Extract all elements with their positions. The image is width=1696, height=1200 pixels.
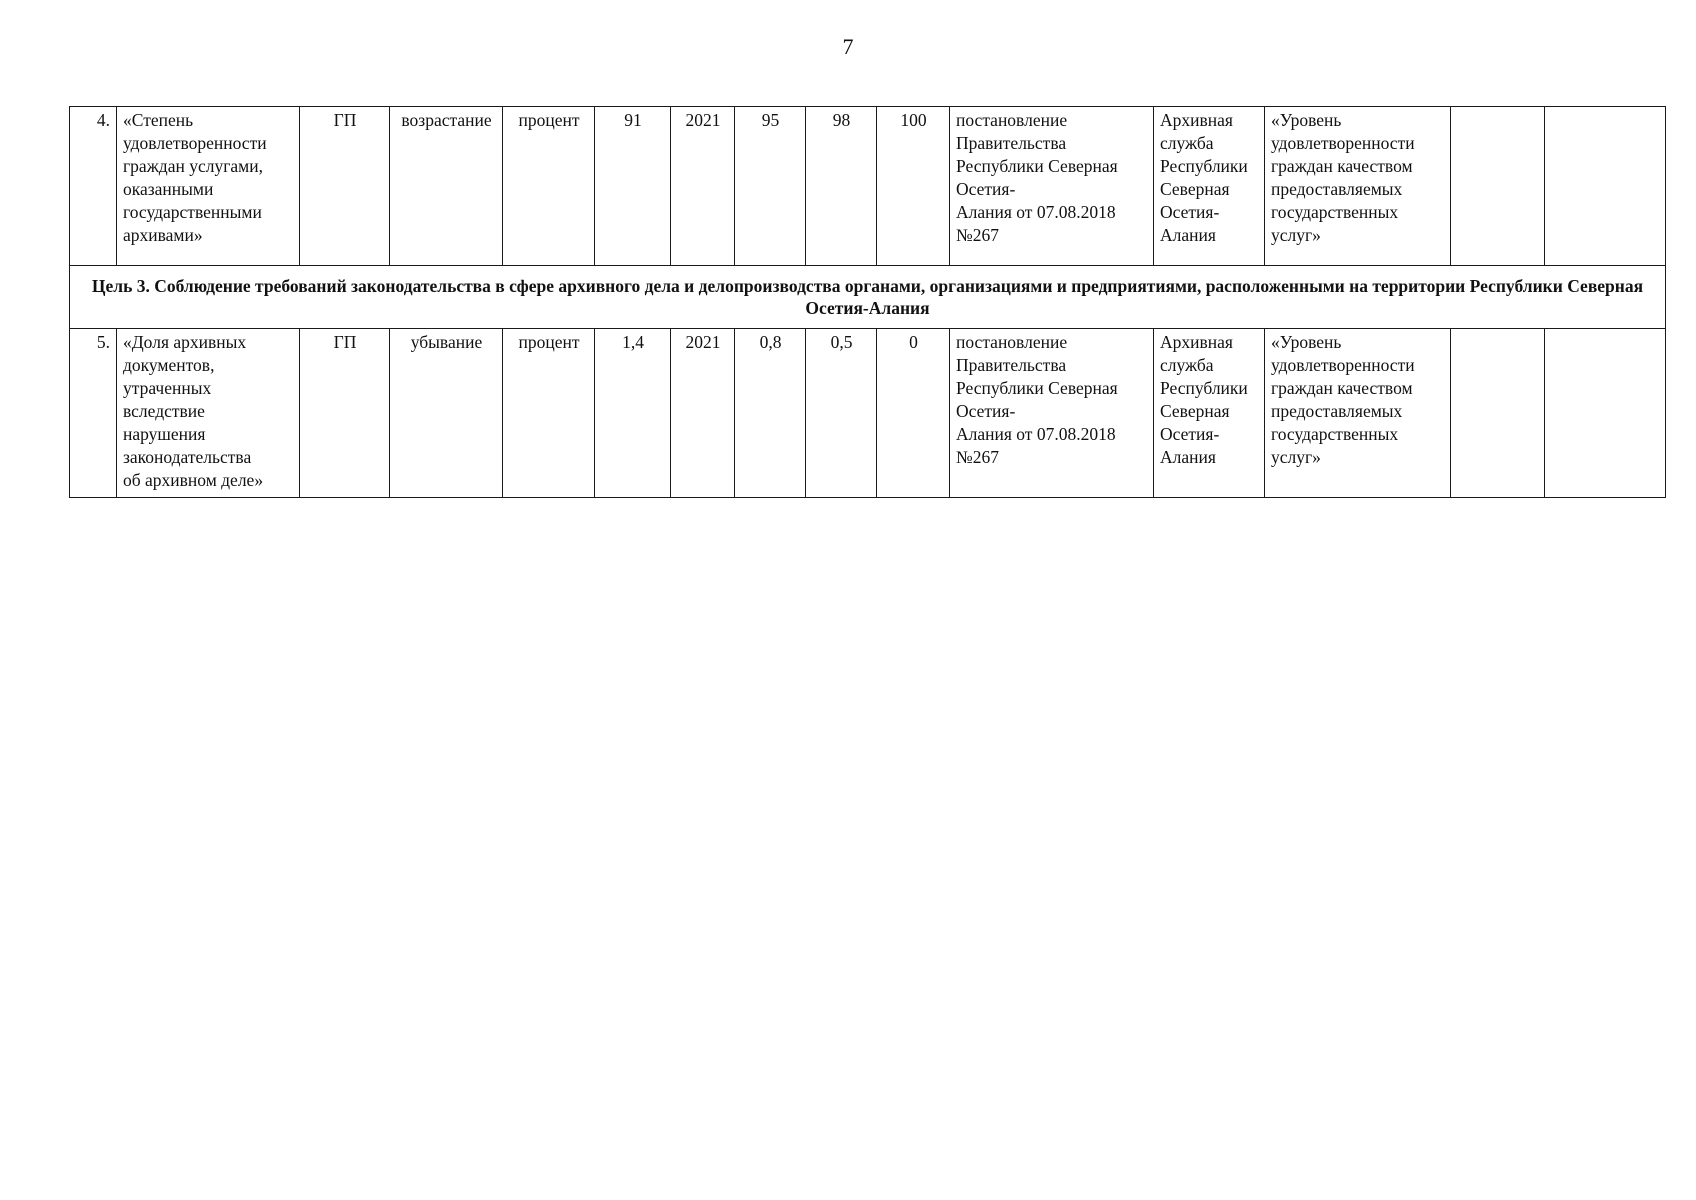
base-value: 91 (595, 107, 671, 266)
empty-cell (1545, 329, 1666, 498)
goal-row (70, 266, 1666, 329)
table-row (70, 329, 1666, 498)
empty-cell (1545, 107, 1666, 266)
legal-document: постановление Правительства Республики Северная Осетия- Алания от 07.08.2018 №267 (950, 329, 1154, 498)
target-value-1: 0,8 (735, 329, 806, 498)
base-value: 1,4 (595, 329, 671, 498)
base-year: 2021 (671, 329, 735, 498)
indicator-name: «Степень удовлетворенности граждан услугами, оказанными государственными архивами» (117, 107, 300, 266)
page-number: 7 (842, 34, 854, 59)
target-value-2: 0,5 (806, 329, 877, 498)
target-value-3: 0 (877, 329, 950, 498)
empty-cell (1451, 107, 1545, 266)
responsible-body: Архивная служба Республики Северная Осетия- Алания (1154, 107, 1265, 266)
legal-document: постановление Правительства Республики Северная Осетия- Алания от 07.08.2018 №267 (950, 107, 1154, 266)
indicator-trend: убывание (390, 329, 503, 498)
target-value-1: 95 (735, 107, 806, 266)
base-year: 2021 (671, 107, 735, 266)
indicator-trend: возрастание (390, 107, 503, 266)
row-number: 5. (70, 329, 117, 498)
indicator-name: «Доля архивных документов, утраченных вследствие нарушения законодательства об архивном деле» (117, 329, 300, 498)
linked-indicator: «Уровень удовлетворенности граждан качеством предоставляемых государственных услуг» (1265, 107, 1451, 266)
table-row (70, 107, 1666, 266)
indicator-level: ГП (300, 329, 390, 498)
target-value-2: 98 (806, 107, 877, 266)
indicator-level: ГП (300, 107, 390, 266)
indicator-unit: процент (503, 329, 595, 498)
empty-cell (1451, 329, 1545, 498)
linked-indicator: «Уровень удовлетворенности граждан качеством предоставляемых государственных услуг» (1265, 329, 1451, 498)
target-value-3: 100 (877, 107, 950, 266)
row-number: 4. (70, 107, 117, 266)
responsible-body: Архивная служба Республики Северная Осетия- Алания (1154, 329, 1265, 498)
goal-3-heading: Цель 3. Соблюдение требований законодательства в сфере архивного дела и делопроизводства органами, организациями и предприятиями, расположенными на территории Республики Северная Осетия-Алания (70, 266, 1666, 329)
indicators-table (69, 106, 1666, 498)
indicator-unit: процент (503, 107, 595, 266)
